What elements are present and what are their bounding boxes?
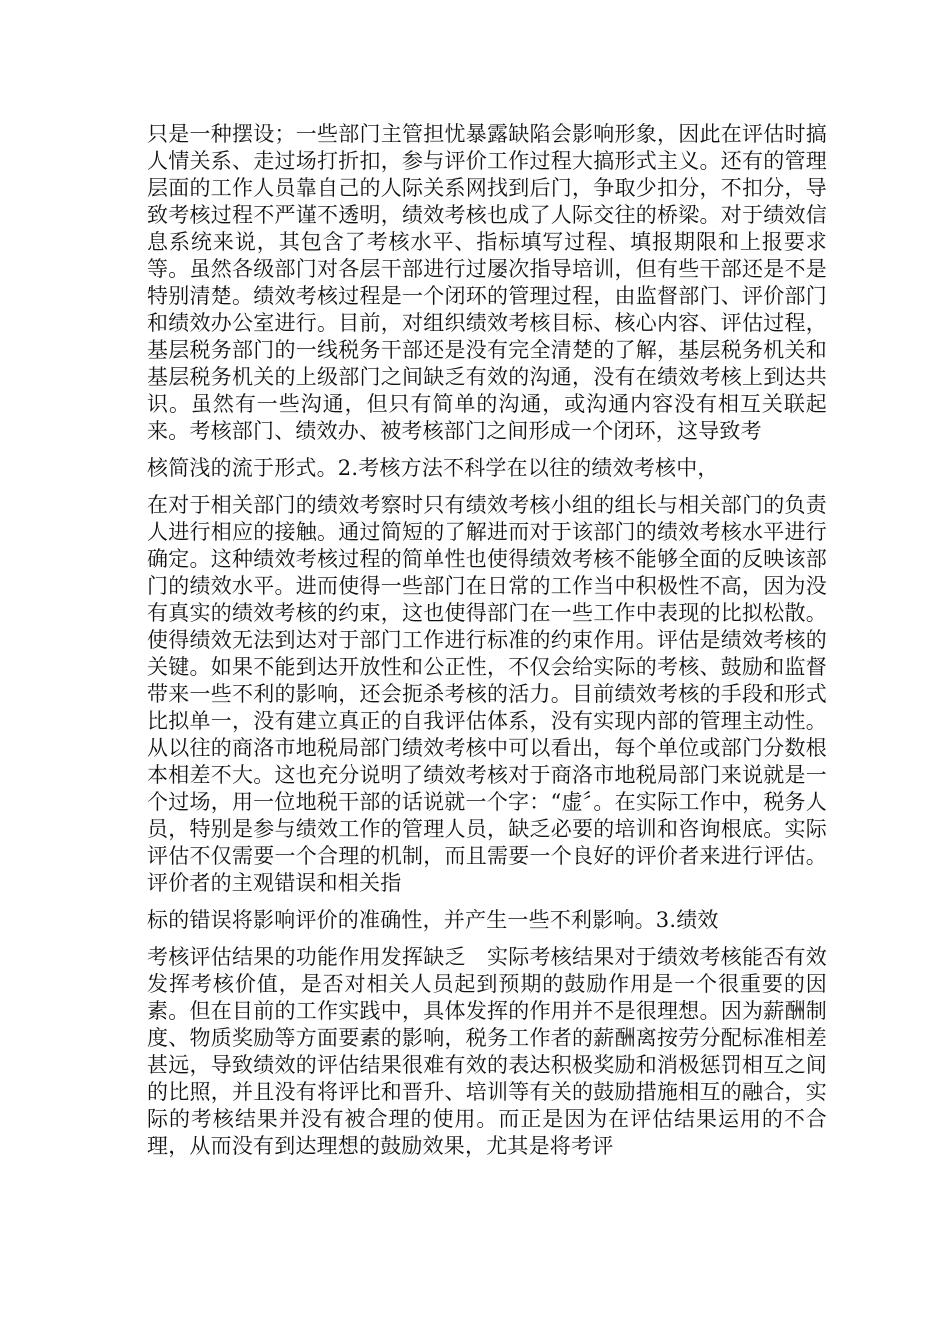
paragraph-1: 只是一种摆设；一些部门主管担忧暴露缺陷会影响形象，因此在评估时搞人情关系、走过场打折扣，参与评价工作过程大搞形式主义。还有的管理层面的工作人员靠自己的人际关系网找到后门，争取少扣分，不扣分，导致考核过程不严谨不透明，绩效考核也成了人际交往的桥梁。对于绩效信息系统来说，其包含了考核水平、指标填写过程、填报期限和上报要求等。虽然各级部门对各层干部进行过屡次指导培训，但有些干部还是不是特别清楚。绩效考核过程是一个闭环的管理过程，由监督部门、评价部门和绩效办公室进行。目前，对组织绩效考核目标、核心内容、评估过程，基层税务部门的一线税务干部还是没有完全清楚的了解，基层税务机关和基层税务机关的上级部门之间缺乏有效的沟通，没有在绩效考核上到达共识。虽然有一些沟通，但只有简单的沟通，或沟通内容没有相互关联起来。考核部门、绩效办、被考核部门之间形成一个闭环，这导致考: [147, 122, 827, 443]
paragraph-3: 在对于相关部门的绩效考察时只有绩效考核小组的组长与相关部门的负责人进行相应的接触。通过简短的了解进而对于该部门的绩效考核水平进行确定。这种绩效考核过程的简单性也使得绩效考核不能够全面的反映该部门的绩效水平。进而使得一些部门在日常的工作当中积极性不高，因为没有真实的绩效考核的约束，这也使得部门在一些工作中表现的比拟松散。使得绩效无法到达对于部门工作进行标准的约束作用。评估是绩效考核的关键。如果不能到达开放性和公正性，不仅会给实际的考核、鼓励和监督带来一些不利的影响，还会扼杀考核的活力。目前绩效考核的手段和形式比拟单一，没有建立真正的自我评估体系，没有实现内部的管理主动性。从以往的商洛市地税局部门绩效考核中可以看出，每个单位或部门分数根本相差不大。这也充分说明了绩效考核对于商洛市地税局部门来说就是一个过场，用一位地税干部的话说就一个字：“虚〞。在实际工作中，税务人员，特别是参与绩效工作的管理人员，缺乏必要的培训和咨询根底。实际评估不仅需要一个合理的机制，而且需要一个良好的评价者来进行评估。评价者的主观错误和相关指: [147, 493, 827, 895]
paragraph-2: 核简浅的流于形式。2.考核方法不科学在以往的绩效考核中，: [147, 456, 719, 480]
document-page: [147, 121, 827, 1160]
paragraph-4: 标的错误将影响评价的准确性，并产生一些不利影响。3.绩效: [147, 908, 719, 932]
paragraph-5: 考核评估结果的功能作用发挥缺乏 实际考核结果对于绩效考核能否有效发挥考核价值，是否对相关人员起到预期的鼓励作用是一个很重要的因素。但在目前的工作实践中，具体发挥的作用并不是很理想。因为薪酬制度、物质奖励等方面要素的影响，税务工作者的薪酬离按劳分配标准相差甚远，导致绩效的评估结果很难有效的表达积极奖励和消极惩罚相互之间的比照，并且没有将评比和晋升、培训等有关的鼓励措施相互的融合，实际的考核结果并没有被合理的使用。而正是因为在评估结果运用的不合理，从而没有到达理想的鼓励效果，尤其是将考评: [147, 945, 827, 1158]
